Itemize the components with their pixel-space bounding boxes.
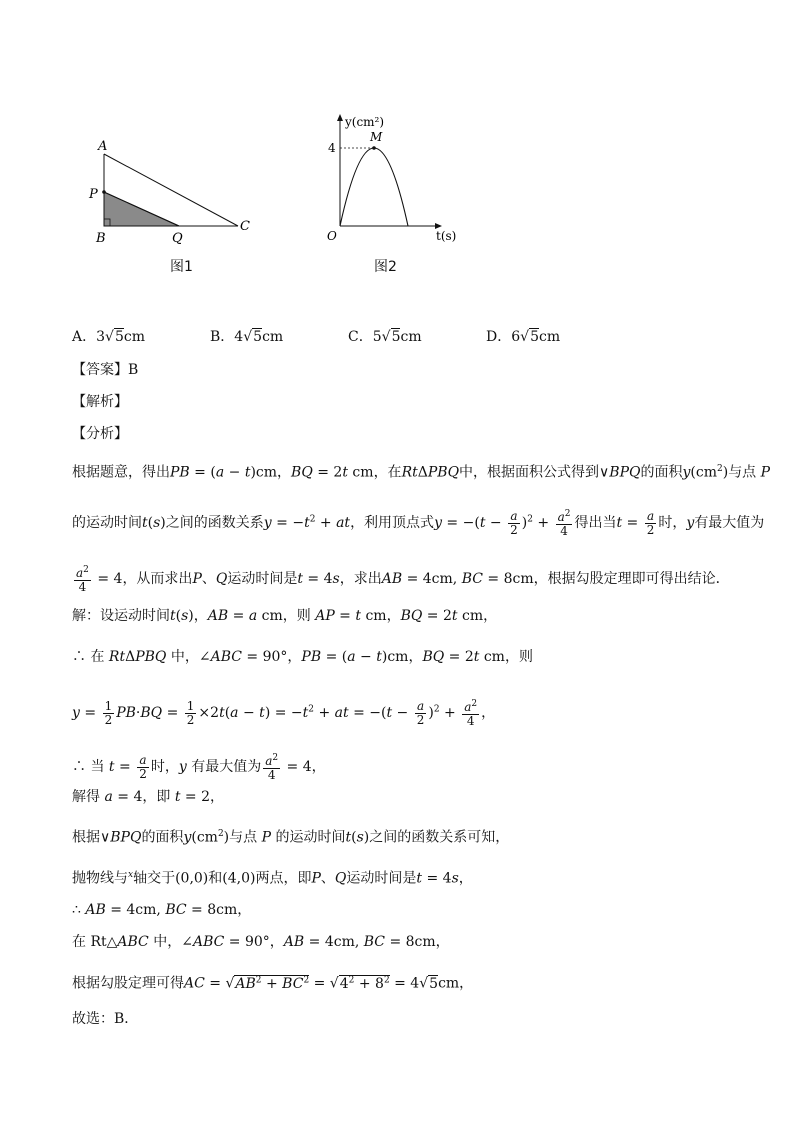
answer-tag: 【答案】 bbox=[72, 362, 128, 378]
solution-line-8: ∴ AB = 4cm, BC = 8cm， bbox=[72, 902, 252, 918]
y-tick-4: 4 bbox=[328, 141, 336, 155]
analysis-line-2: 的运动时间t(s)之间的函数关系$y = -t^2$ + at，利用顶点式y = −(t − $\frac{a}{2}$ )$^2$ + $\frac{a^2}{4}$ 得出当t = $\frac{a}{2}$ 时，y有最大值为 bbox=[72, 508, 765, 538]
analysis-tag: 【解析】 bbox=[72, 394, 128, 410]
figure-2-caption: 图2 bbox=[374, 259, 397, 275]
label-P: P bbox=[89, 187, 98, 202]
label-Q: Q bbox=[172, 231, 183, 246]
figure-2 bbox=[318, 108, 468, 248]
option-c[interactable]: C．5√5cm bbox=[348, 329, 422, 345]
fenxi-tag: 【分析】 bbox=[72, 426, 128, 442]
figure-1-caption: 图1 bbox=[170, 259, 193, 275]
area-time-graph bbox=[318, 108, 468, 248]
x-axis-label: t(s) bbox=[436, 229, 457, 243]
solution-line-5: 解得 a = 4，即 t = 2， bbox=[72, 789, 224, 805]
analysis-line-3: $\frac{a^2}{4}$ = 4，从而求出P、Q运动时间是t = 4s，求出AB = 4cm, BC = 8cm，根据勾股定理即可得出结论． bbox=[76, 565, 730, 594]
label-B: B bbox=[96, 231, 106, 246]
conclusion-line: 故选：B． bbox=[72, 1011, 139, 1027]
solution-line-4: ∴ 当 t = $\frac{a}{2}$ 时，y 有最大值为 $\frac{a^2}{4}$ = 4， bbox=[72, 752, 326, 782]
solution-line-3: y = $\frac{1}{2}$ PB·BQ = $\frac{1}{2}$ $\times 2t(a - t) = -t^2$ + at = −(t − $\frac{a}{2}$ )$^2$ + $\frac{a^2}{4}$ ， bbox=[72, 698, 496, 728]
label-M: M bbox=[370, 130, 383, 144]
option-d[interactable]: D．6√5cm bbox=[486, 329, 561, 345]
option-b[interactable]: B．4√5cm bbox=[210, 329, 284, 345]
answer-line bbox=[72, 361, 138, 379]
solution-line-10: 根据勾股定理可得AC = $√AB^2 + BC^2 = √4^2 + 8^2 = 4√5cm$， bbox=[72, 975, 474, 992]
label-C: C bbox=[240, 219, 250, 234]
solution-line-6: 根据∨BPQ的面积$y(cm^2)$与点 P 的运动时间t(s)之间的函数关系可知， bbox=[72, 829, 510, 846]
analysis-line-1: 根据题意，得出PB = (a − t)cm，BQ = 2t cm，在RtΔPBQ中，根据面积公式得到∨BPQ的面积$y(cm^2)$与点 P bbox=[72, 464, 771, 481]
solution-line-7: 抛物线与$^x$轴交于(0,0)和(4,0)两点，即P、Q运动时间是t = 4s， bbox=[72, 870, 473, 887]
option-a[interactable]: A．3√5cm bbox=[72, 329, 146, 345]
solution-line-1: 解：设运动时间t(s)，AB = a cm，则 AP = t cm，BQ = 2t cm， bbox=[72, 608, 498, 624]
solution-line-2: ∴ 在 RtΔPBQ 中，∠ABC = 90°，PB = (a − t)cm，BQ = 2t cm，则 bbox=[72, 649, 533, 665]
answer-value: B bbox=[128, 362, 139, 378]
label-A: A bbox=[98, 139, 108, 154]
y-axis-label: y(cm²) bbox=[345, 115, 385, 129]
origin-label: O bbox=[327, 229, 337, 243]
parabola-curve bbox=[340, 148, 408, 226]
solution-line-9: 在 Rt△ABC 中，∠ABC = 90°，AB = 4cm, BC = 8cm， bbox=[72, 934, 450, 950]
max-point-m bbox=[372, 146, 376, 150]
